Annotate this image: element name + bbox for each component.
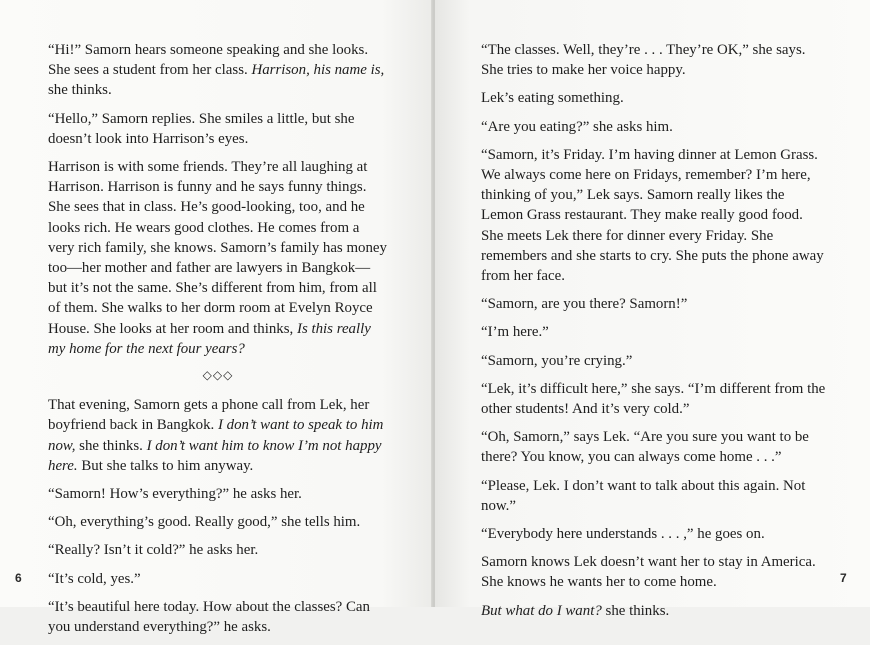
paragraph: [481, 379, 826, 419]
paragraph: [48, 569, 388, 589]
left-paragraphs-after: [48, 395, 388, 637]
paragraph: [481, 524, 826, 544]
text-run: she thinks.: [601, 602, 670, 619]
paragraph: [48, 157, 388, 359]
paragraph: [48, 395, 388, 476]
text-run: “Are you eating?” she asks him.: [481, 118, 673, 135]
paragraph: [481, 427, 826, 467]
text-run: “It’s cold, yes.”: [48, 570, 141, 587]
text-run: “Oh, everything’s good. Really good,” she tells him.: [48, 514, 361, 531]
text-run: “Samorn, you’re crying.”: [481, 352, 633, 369]
paragraph: [48, 109, 388, 149]
paragraph: [48, 597, 388, 637]
text-run: “Samorn, are you there? Samorn!”: [481, 296, 688, 313]
page-number-left: 6: [15, 571, 22, 585]
page-number-right: 7: [840, 571, 847, 585]
text-run: “Hi!” Samorn hears someone speaking and she looks. She sees a student from her class.: [48, 42, 369, 79]
paragraph: [48, 484, 388, 504]
paragraph: [481, 88, 826, 108]
text-run: “Samorn, it’s Friday. I’m having dinner at Lemon Grass. We always come here on Fridays, remember? I’m here, thinking of you,” Lek says. Samorn really likes the Lemon Grass restaurant. They make really good food. She meets Lek there for dinner every Friday. She remembers and she starts to cry. She puts the phone away from her face.: [481, 146, 824, 285]
paragraph: [481, 476, 826, 516]
text-run: “Hello,” Samorn replies. She smiles a little, but she doesn’t look into Harrison’s eyes.: [48, 110, 355, 147]
italic-text: I don’t want him to know I’m not happy here.: [48, 437, 382, 474]
paragraph: [48, 512, 388, 532]
text-run: That evening, Samorn gets a phone call from Lek, her boyfriend back in Bangkok.: [48, 397, 370, 434]
paragraph: [481, 145, 826, 286]
italic-text: Harrison, his name is,: [251, 62, 385, 79]
italic-text: I don’t want to speak to him now,: [48, 417, 384, 454]
italic-text: But what do I want?: [481, 602, 602, 619]
left-page: [0, 0, 433, 636]
text-run: “Lek, it’s difficult here,” she says. “I’m different from the other students! And it’s very cold.”: [481, 380, 826, 418]
right-paragraphs: [481, 40, 826, 621]
text-run: she thinks.: [75, 437, 147, 454]
paragraph: [481, 294, 826, 314]
right-page: [435, 0, 870, 619]
left-paragraphs: [48, 40, 388, 359]
right-page-text: [481, 40, 826, 629]
text-run: Lek’s eating something.: [481, 90, 624, 107]
text-run: Harrison is with some friends. They’re all laughing at Harrison. Harrison is funny and he says funny things. She sees that in class. He’s good-looking, too, and he looks rich. He wears good clothes. He comes from a very rich family, she knows. Samorn’s family has money too—her mother and father are lawyers in Bangkok—but it’s not the same. She’s different from him, from all of them. She walks to her dorm room at Evelyn Royce House. She looks at her room and thinks,: [48, 159, 387, 337]
paragraph: [481, 351, 826, 371]
left-page-text: [48, 40, 388, 645]
paragraph: [481, 117, 826, 137]
paragraph: [481, 601, 826, 621]
text-run: “Everybody here understands . . . ,” he goes on.: [481, 526, 765, 543]
text-run: she thinks.: [48, 82, 112, 99]
text-run: Samorn knows Lek doesn’t want her to stay in America. She knows he wants her to come home.: [481, 554, 816, 591]
text-run: “Please, Lek. I don’t want to talk about this again. Not now.”: [481, 477, 806, 514]
paragraph: [481, 40, 826, 80]
paragraph: [48, 40, 388, 101]
text-run: “The classes. Well, they’re . . . They’re OK,” she says. She tries to make her voice happy.: [481, 42, 806, 79]
text-run: “It’s beautiful here today. How about the classes? Can you understand everything?” he asks.: [48, 598, 370, 636]
text-run: “Oh, Samorn,” says Lek. “Are you sure you want to be there? You know, you can always come home . . .”: [481, 429, 809, 466]
text-run: “Samorn! How’s everything?” he asks her.: [48, 486, 302, 503]
text-run: “I’m here.”: [481, 324, 549, 341]
paragraph: [481, 552, 826, 592]
paragraph: [48, 540, 388, 560]
italic-text: Is this really my home for the next four years?: [48, 320, 371, 357]
paragraph: [481, 322, 826, 342]
section-break-ornament: ◇◇◇: [202, 368, 234, 383]
text-run: But she talks to him anyway.: [77, 457, 254, 474]
text-run: “Really? Isn’t it cold?” he asks her.: [48, 542, 259, 559]
